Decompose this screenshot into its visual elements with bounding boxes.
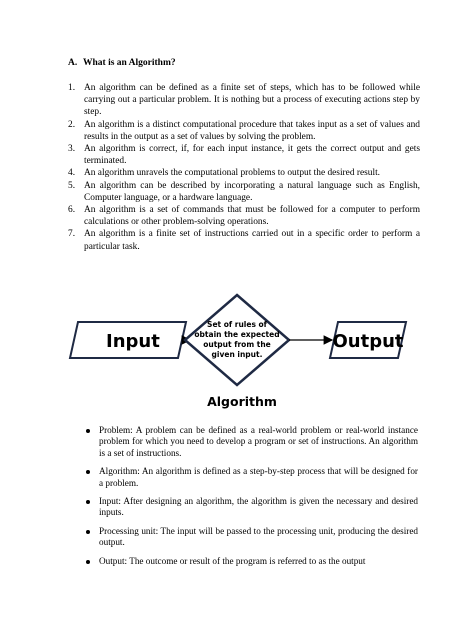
item-text: An algorithm is a set of commands that must be followed for a computer to perform calculations or other problem-solving operations. — [84, 205, 420, 228]
item-number: 7. — [68, 229, 76, 240]
decision-line-1: Set of rules of — [207, 320, 267, 329]
item-text: An algorithm is a distinct computational procedure that takes input as a set of values and results in the output as a set of values by solving the problem. — [84, 119, 420, 142]
bullet-icon — [86, 560, 90, 564]
bullet-text: Problem: A problem can be defined as a real-world problem or real-world instance problem for which you need to develop a program or set of instructions. An algorithm is a set of instructions. — [99, 425, 418, 458]
section-letter: A. — [68, 58, 78, 68]
item-text: An algorithm is correct, if, for each input instance, it gets the correct output and gets terminated. — [84, 144, 420, 167]
list-item — [68, 228, 420, 252]
decision-line-3: output from the — [203, 340, 271, 349]
bullet-text: Processing unit: The input will be passed to the processing unit, producing the desired output. — [99, 525, 418, 548]
bullet-icon — [86, 429, 90, 433]
bullet-icon — [86, 500, 90, 504]
item-text: An algorithm is a finite set of instructions carried out in a specific order to perform a particular task. — [84, 229, 420, 252]
bullet-item — [96, 466, 418, 489]
bullet-text: Input: After designing an algorithm, the algorithm is given the necessary and desired inputs. — [99, 496, 418, 518]
list-item — [68, 143, 420, 167]
bullet-text: Output: The outcome or result of the program is referred to as the output — [99, 555, 366, 566]
bullet-icon — [86, 470, 90, 474]
bullet-item — [96, 496, 418, 519]
bullet-item — [96, 425, 418, 459]
bullet-item — [96, 556, 418, 567]
output-label: Output — [332, 331, 404, 352]
list-item — [68, 167, 420, 179]
item-text: An algorithm unravels the computational problems to output the desired result. — [84, 168, 381, 179]
input-label: Input — [106, 331, 160, 352]
bullet-icon — [86, 530, 90, 534]
bullet-text: Algorithm: An algorithm is defined as a step-by-step process that will be designed for a problem. — [99, 466, 418, 488]
decision-line-4: given input. — [211, 350, 263, 359]
item-number: 3. — [68, 144, 76, 155]
bullet-item — [96, 526, 418, 549]
list-item — [68, 204, 420, 228]
algorithm-diagram — [0, 285, 474, 415]
diagram-caption: Algorithm — [207, 394, 277, 409]
item-number: 6. — [68, 205, 76, 216]
item-text: An algorithm can be described by incorporating a natural language such as English, Computer language, or a hardware language. — [84, 180, 420, 203]
item-number: 5. — [68, 180, 76, 191]
item-number: 1. — [68, 83, 76, 93]
list-item — [68, 119, 420, 143]
numbered-list — [68, 82, 420, 253]
section-title: What is an Algorithm? — [83, 58, 176, 68]
list-item — [68, 180, 420, 204]
item-text: An algorithm can be defined as a finite set of steps, which has to be followed while carrying out a particular problem. It is nothing but a process of executing actions step by step. — [84, 83, 420, 118]
section-heading — [68, 58, 176, 68]
bullet-list — [96, 425, 418, 574]
decision-line-2: obtain the expected — [194, 330, 280, 339]
item-number: 4. — [68, 168, 76, 179]
item-number: 2. — [68, 119, 76, 130]
list-item — [68, 82, 420, 119]
